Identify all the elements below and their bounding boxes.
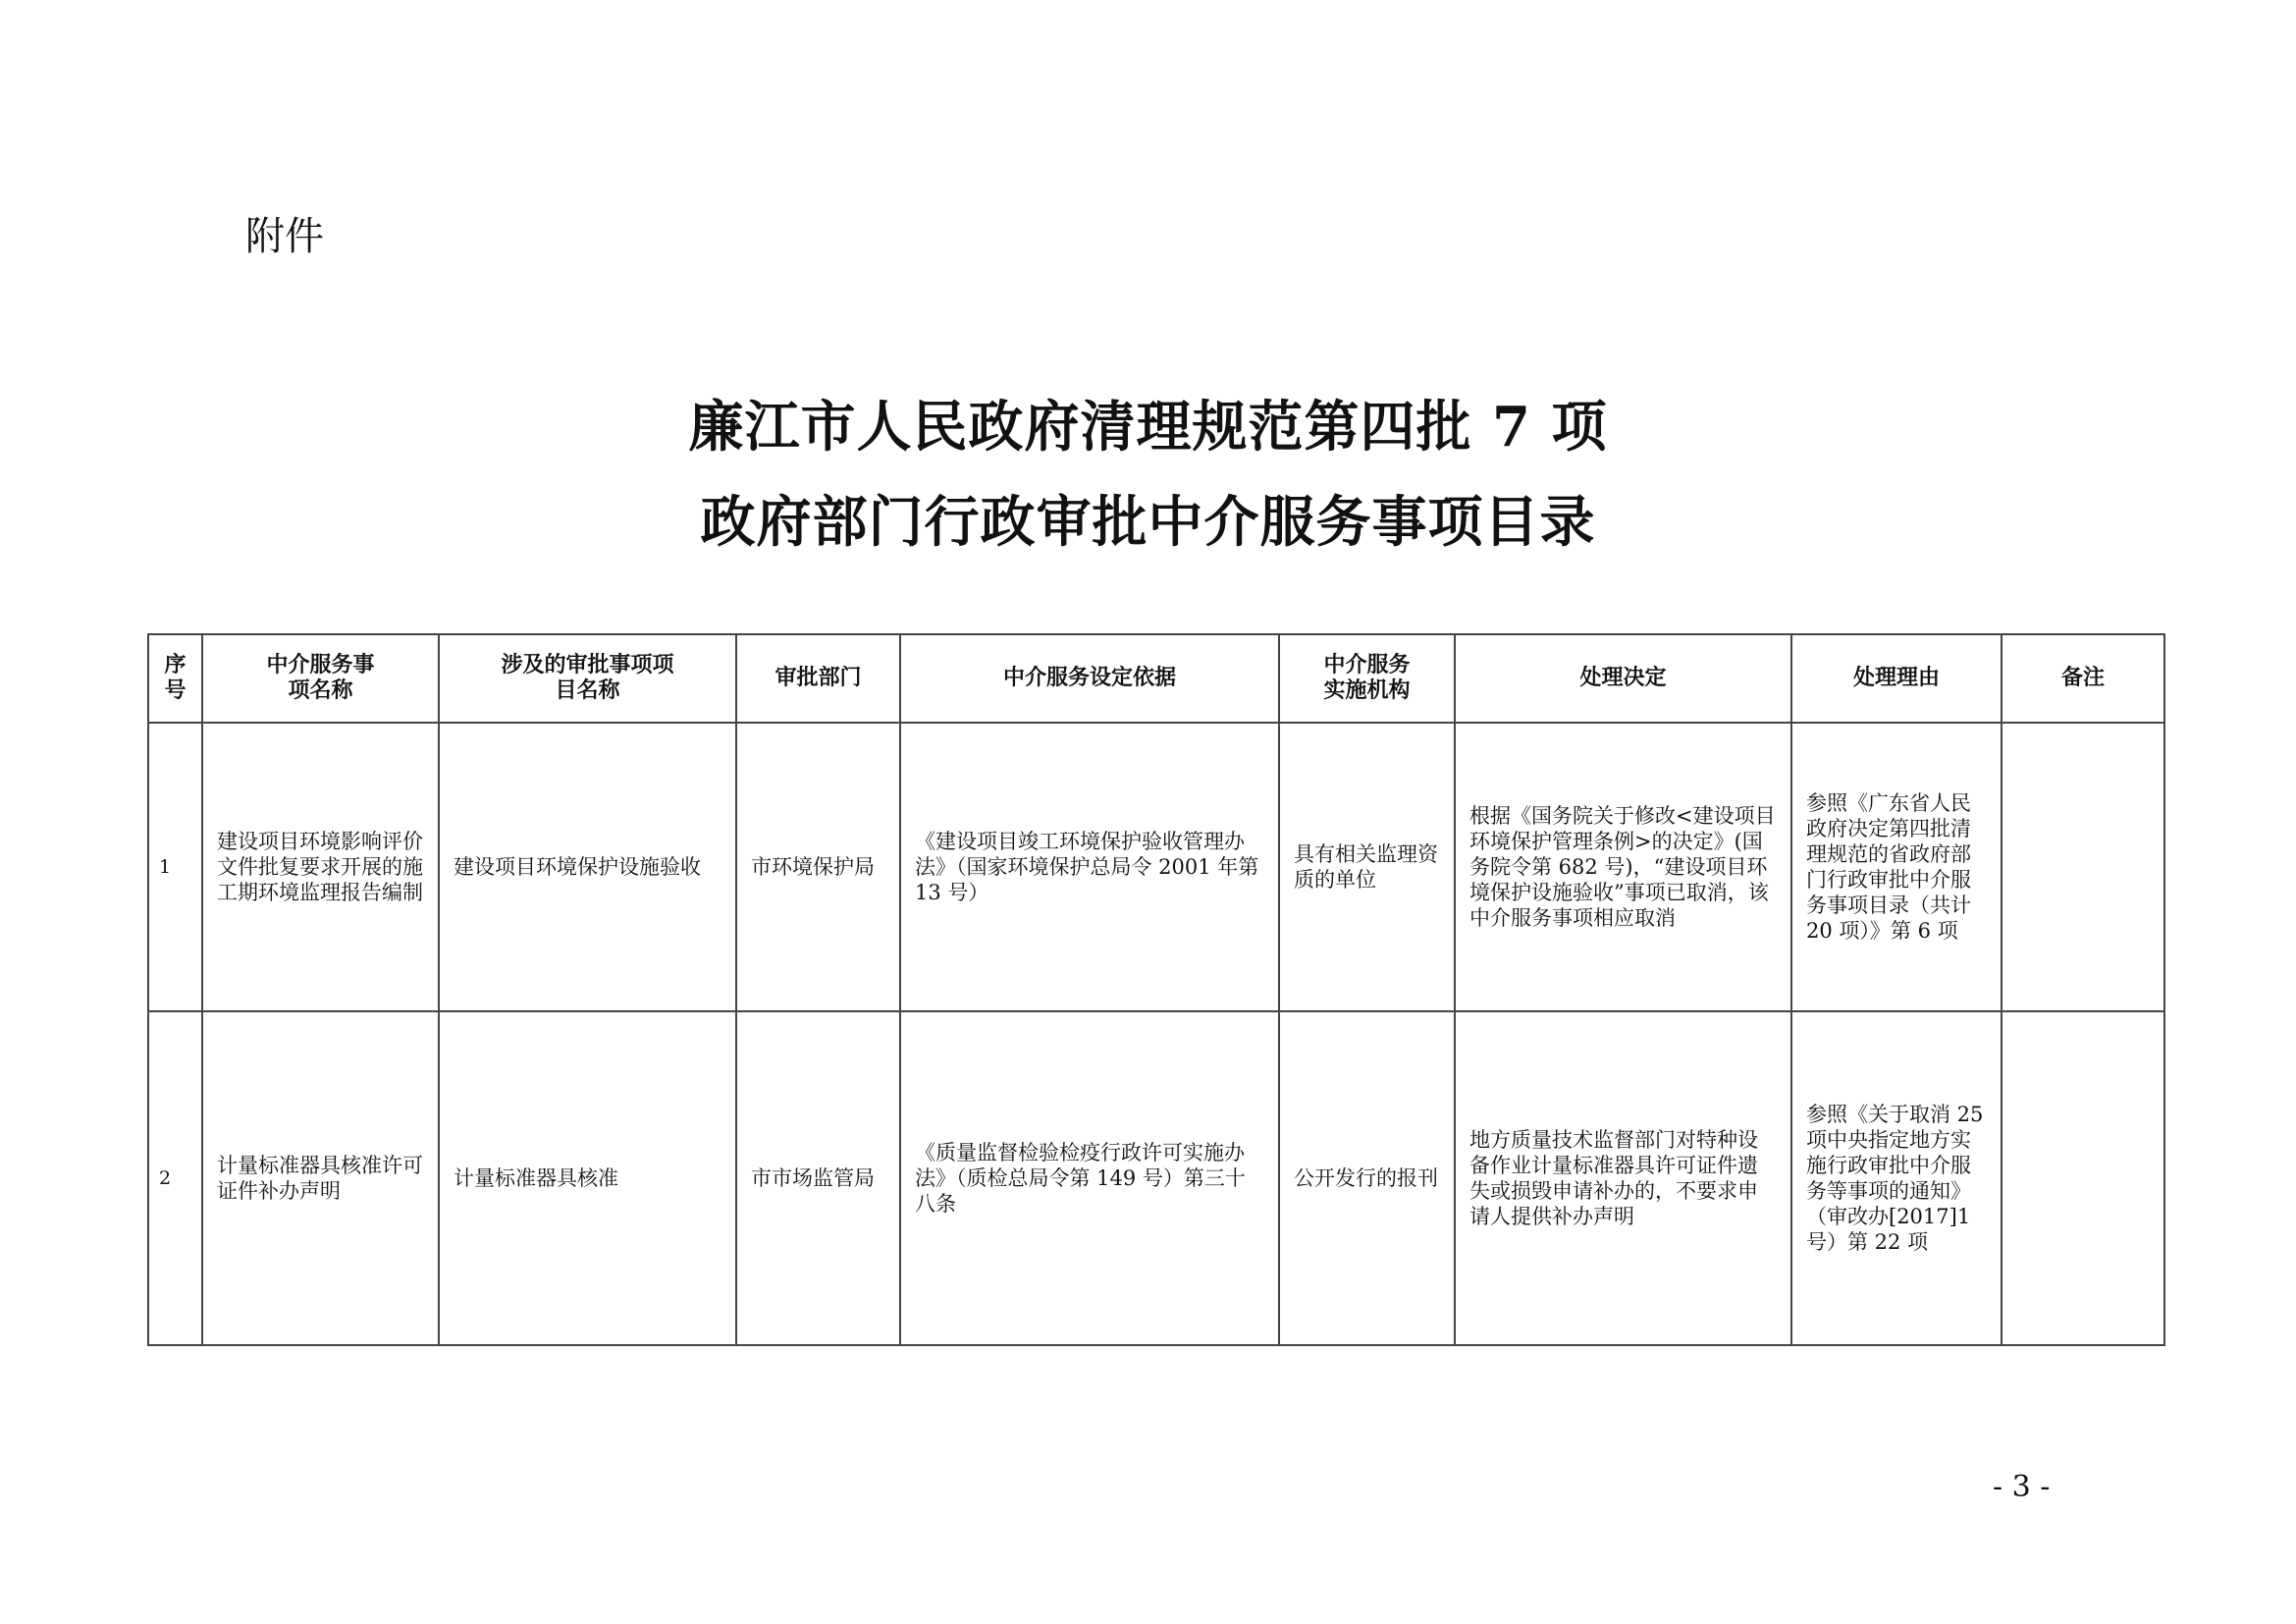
- header-decision: 处理决定: [1455, 634, 1791, 723]
- cell-decision: 地方质量技术监督部门对特种设备作业计量标准器具许可证件遗失或损毁申请补办的，不要求申请人提供补办声明: [1455, 1011, 1791, 1345]
- cell-approval-item: 建设项目环境保护设施验收: [439, 723, 736, 1011]
- cell-reason: 参照《广东省人民政府决定第四批清理规范的省政府部门行政审批中介服务事项目录（共计 20 项）》第 6 项: [1791, 723, 2002, 1011]
- document-title-line-2: 政府部门行政审批中介服务事项目录: [700, 490, 1596, 555]
- table-row: [148, 723, 2164, 1011]
- cell-reason: 参照《关于取消 25 项中央指定地方实施行政审批中介服务等事项的通知》（审改办[2017]1 号）第 22 项: [1791, 1011, 2002, 1345]
- table-header-row: [148, 634, 2164, 723]
- header-approval-item: 涉及的审批事项项目名称: [439, 634, 736, 723]
- cell-service-name: 计量标准器具核准许可证件补办声明: [202, 1011, 439, 1345]
- document-title-line-1: 廉江市人民政府清理规范第四批 7 项: [688, 395, 1608, 460]
- header-seq: 序号: [148, 634, 202, 723]
- attachment-label: 附件: [245, 214, 324, 259]
- header-basis: 中介服务设定依据: [900, 634, 1279, 723]
- cell-department: 市市场监管局: [736, 1011, 900, 1345]
- service-catalog-table: [147, 633, 2165, 1346]
- cell-service-name: 建设项目环境影响评价文件批复要求开展的施工期环境监理报告编制: [202, 723, 439, 1011]
- header-service-name: 中介服务事项名称: [202, 634, 439, 723]
- cell-remarks: [2002, 1011, 2164, 1345]
- table-row: [148, 1011, 2164, 1345]
- cell-department: 市环境保护局: [736, 723, 900, 1011]
- cell-institution: 公开发行的报刊: [1279, 1011, 1455, 1345]
- cell-seq: 2: [148, 1011, 202, 1345]
- cell-basis: 《质量监督检验检疫行政许可实施办法》（质检总局令第 149 号）第三十八条: [900, 1011, 1279, 1345]
- cell-decision: 根据《国务院关于修改<建设项目环境保护管理条例>的决定》(国务院令第 682 号)，“建设项目环境保护设施验收”事项已取消，该中介服务事项相应取消: [1455, 723, 1791, 1011]
- cell-remarks: [2002, 723, 2164, 1011]
- cell-seq: 1: [148, 723, 202, 1011]
- cell-approval-item: 计量标准器具核准: [439, 1011, 736, 1345]
- header-reason: 处理理由: [1791, 634, 2002, 723]
- cell-basis: 《建设项目竣工环境保护验收管理办法》（国家环境保护总局令 2001 年第 13 号）: [900, 723, 1279, 1011]
- header-remarks: 备注: [2002, 634, 2164, 723]
- header-institution: 中介服务实施机构: [1279, 634, 1455, 723]
- cell-institution: 具有相关监理资质的单位: [1279, 723, 1455, 1011]
- page-number: - 3 -: [1993, 1470, 2051, 1504]
- header-department: 审批部门: [736, 634, 900, 723]
